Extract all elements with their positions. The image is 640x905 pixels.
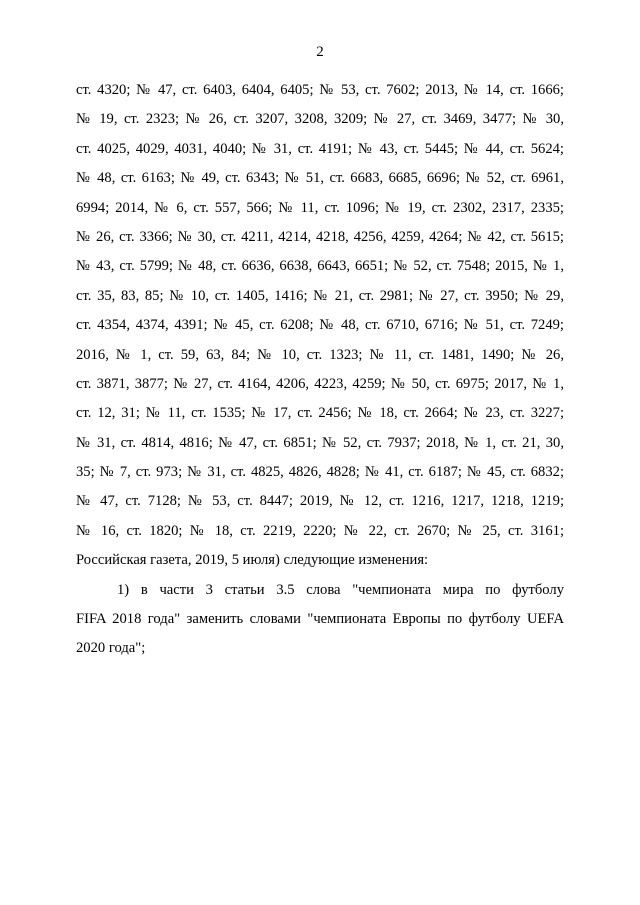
citation-line: № 19, ст. 2323; № 26, ст. 3207, 3208, 3209; № 27, ст. 3469, 3477; № 30, xyxy=(76,111,564,128)
citation-line: № 26, ст. 3366; № 30, ст. 4211, 4214, 4218, 4256, 4259, 4264; № 42, ст. 5615; xyxy=(76,228,564,245)
citation-line: № 43, ст. 5799; № 48, ст. 6636, 6638, 6643, 6651; № 52, ст. 7548; 2015, № 1, xyxy=(76,258,564,275)
citation-line: 2016, № 1, ст. 59, 63, 84; № 10, ст. 1323; № 11, ст. 1481, 1490; № 26, xyxy=(76,346,564,363)
document-body xyxy=(76,76,564,664)
citation-line: ст. 4025, 4029, 4031, 4040; № 31, ст. 4191; № 43, ст. 5445; № 44, ст. 5624; xyxy=(76,140,564,157)
citation-line: 35; № 7, ст. 973; № 31, ст. 4825, 4826, 4828; № 41, ст. 6187; № 45, ст. 6832; xyxy=(76,464,564,481)
page-number: 2 xyxy=(316,44,324,60)
amendment-item-line: 1) в части 3 статьи 3.5 слова "чемпионата мира по футболу xyxy=(117,581,564,598)
citation-line: ст. 4354, 4374, 4391; № 45, ст. 6208; № 48, ст. 6710, 6716; № 51, ст. 7249; xyxy=(76,317,564,334)
citation-line: ст. 4320; № 47, ст. 6403, 6404, 6405; № 53, ст. 7602; 2013, № 14, ст. 1666; xyxy=(76,82,564,98)
citation-line: ст. 12, 31; № 11, ст. 1535; № 17, ст. 2456; № 18, ст. 2664; № 23, ст. 3227; xyxy=(76,405,564,422)
amendment-item-line-final: 2020 года"; xyxy=(76,640,146,657)
amendment-item-line: FIFA 2018 года" заменить словами "чемпионата Европы по футболу UEFA xyxy=(76,611,564,628)
citation-line: № 47, ст. 7128; № 53, ст. 8447; 2019, № 12, ст. 1216, 1217, 1218, 1219; xyxy=(76,493,564,510)
citation-line: 6994; 2014, № 6, ст. 557, 566; № 11, ст. 1096; № 19, ст. 2302, 2317, 2335; xyxy=(76,199,564,216)
citation-line: ст. 3871, 3877; № 27, ст. 4164, 4206, 4223, 4259; № 50, ст. 6975; 2017, № 1, xyxy=(76,375,564,392)
citation-line-final: Российская газета, 2019, 5 июля) следующие изменения: xyxy=(76,552,429,569)
citation-line: № 31, ст. 4814, 4816; № 47, ст. 6851; № 52, ст. 7937; 2018, № 1, ст. 21, 30, xyxy=(76,434,564,451)
citation-line: № 16, ст. 1820; № 18, ст. 2219, 2220; № 22, ст. 2670; № 25, ст. 3161; xyxy=(76,522,564,539)
citation-line: № 48, ст. 6163; № 49, ст. 6343; № 51, ст. 6683, 6685, 6696; № 52, ст. 6961, xyxy=(76,170,564,187)
citation-line: ст. 35, 83, 85; № 10, ст. 1405, 1416; № 21, ст. 2981; № 27, ст. 3950; № 29, xyxy=(76,287,564,304)
